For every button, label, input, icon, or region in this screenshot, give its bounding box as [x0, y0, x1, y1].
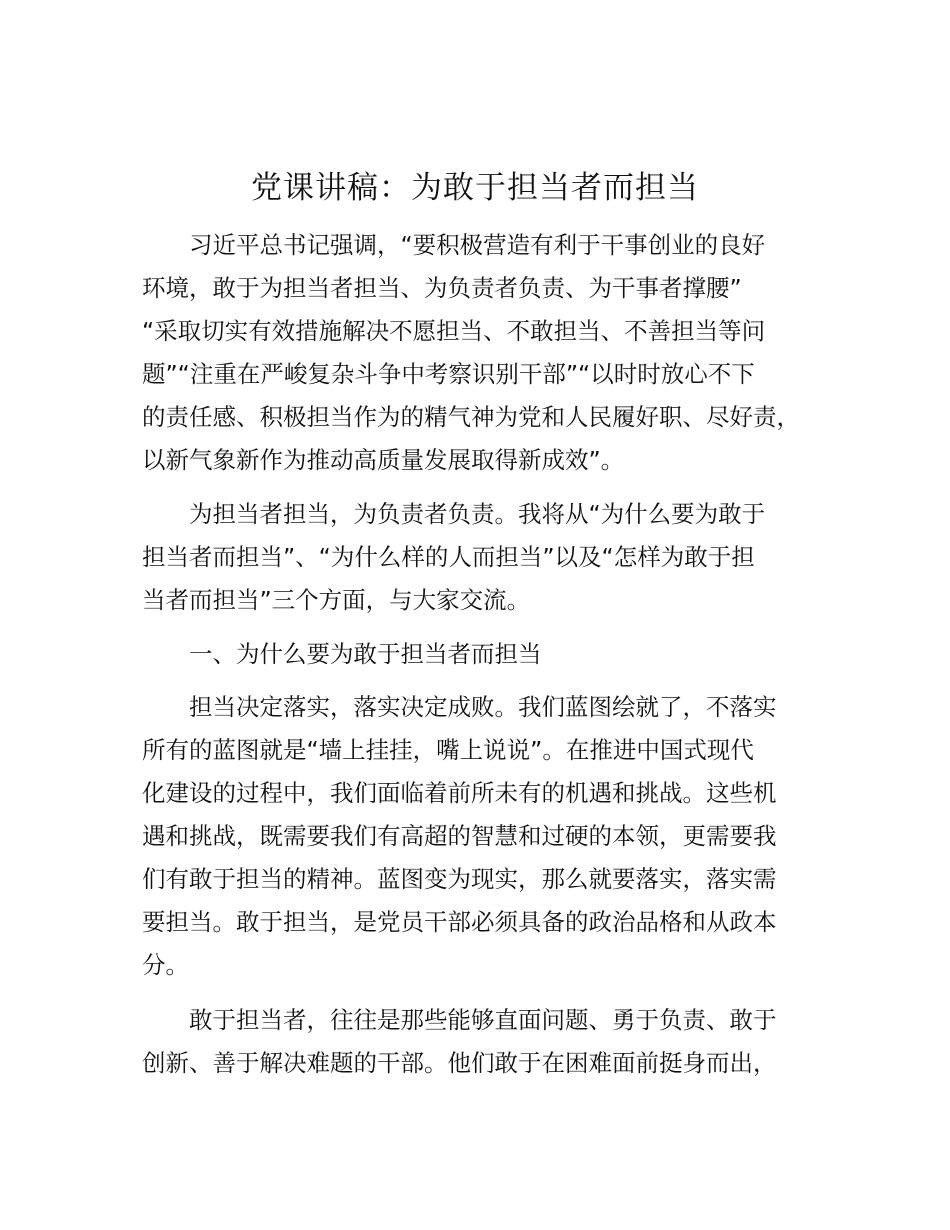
paragraph-line: 所有的蓝图就是“墙上挂挂，嘴上说说”。在推进中国式现代 [142, 736, 754, 764]
paragraph-line: 为担当者担当，为负责者负责。我将从“为什么要为敢于 [142, 500, 766, 528]
paragraph-line: 敢于担当者，往往是那些能够直面问题、勇于负责、敢于 [142, 1006, 777, 1034]
paragraph-line: 担当者而担当”、“为什么样的人而担当”以及“怎样为敢于担 [142, 543, 755, 571]
paragraph-line: 担当决定落实，落实决定成败。我们蓝图绘就了，不落实 [142, 693, 777, 721]
paragraph-line: 遇和挑战，既需要我们有高超的智慧和过硬的本领，更需要我 [142, 822, 777, 850]
paragraph-line: 环境，敢于为担当者担当、为负责者负责、为干事者撑腰” [142, 274, 742, 302]
paragraph-line: “采取切实有效措施解决不愿担当、不敢担当、不善担当等问 [142, 317, 766, 345]
paragraph-line: 当者而担当”三个方面，与大家交流。 [142, 586, 531, 614]
paragraph-line: 题”“注重在严峻复杂斗争中考察识别干部”“以时时放心不下 [142, 360, 755, 388]
section-heading: 一、为什么要为敢于担当者而担当 [142, 640, 542, 668]
document-title: 党课讲稿：为敢于担当者而担当 [251, 170, 699, 206]
paragraph-line: 的责任感、积极担当作为的精气神为党和人民履好职、尽好责， [142, 403, 800, 431]
paragraph-line: 要担当。敢于担当，是党员干部必须具备的政治品格和从政本 [142, 908, 777, 936]
paragraph-line: 们有敢于担当的精神。蓝图变为现实，那么就要落实，落实需 [142, 865, 777, 893]
paragraph-line: 化建设的过程中，我们面临着前所未有的机遇和挑战。这些机 [142, 779, 777, 807]
paragraph-line: 分。 [142, 951, 189, 979]
paragraph-line: 习近平总书记强调，“要积极营造有利于干事创业的良好 [142, 231, 766, 259]
paragraph-line: 以新气象新作为推动高质量发展取得新成效”。 [142, 446, 625, 474]
paragraph-line: 创新、善于解决难题的干部。他们敢于在困难面前挺身而出， [142, 1049, 777, 1077]
